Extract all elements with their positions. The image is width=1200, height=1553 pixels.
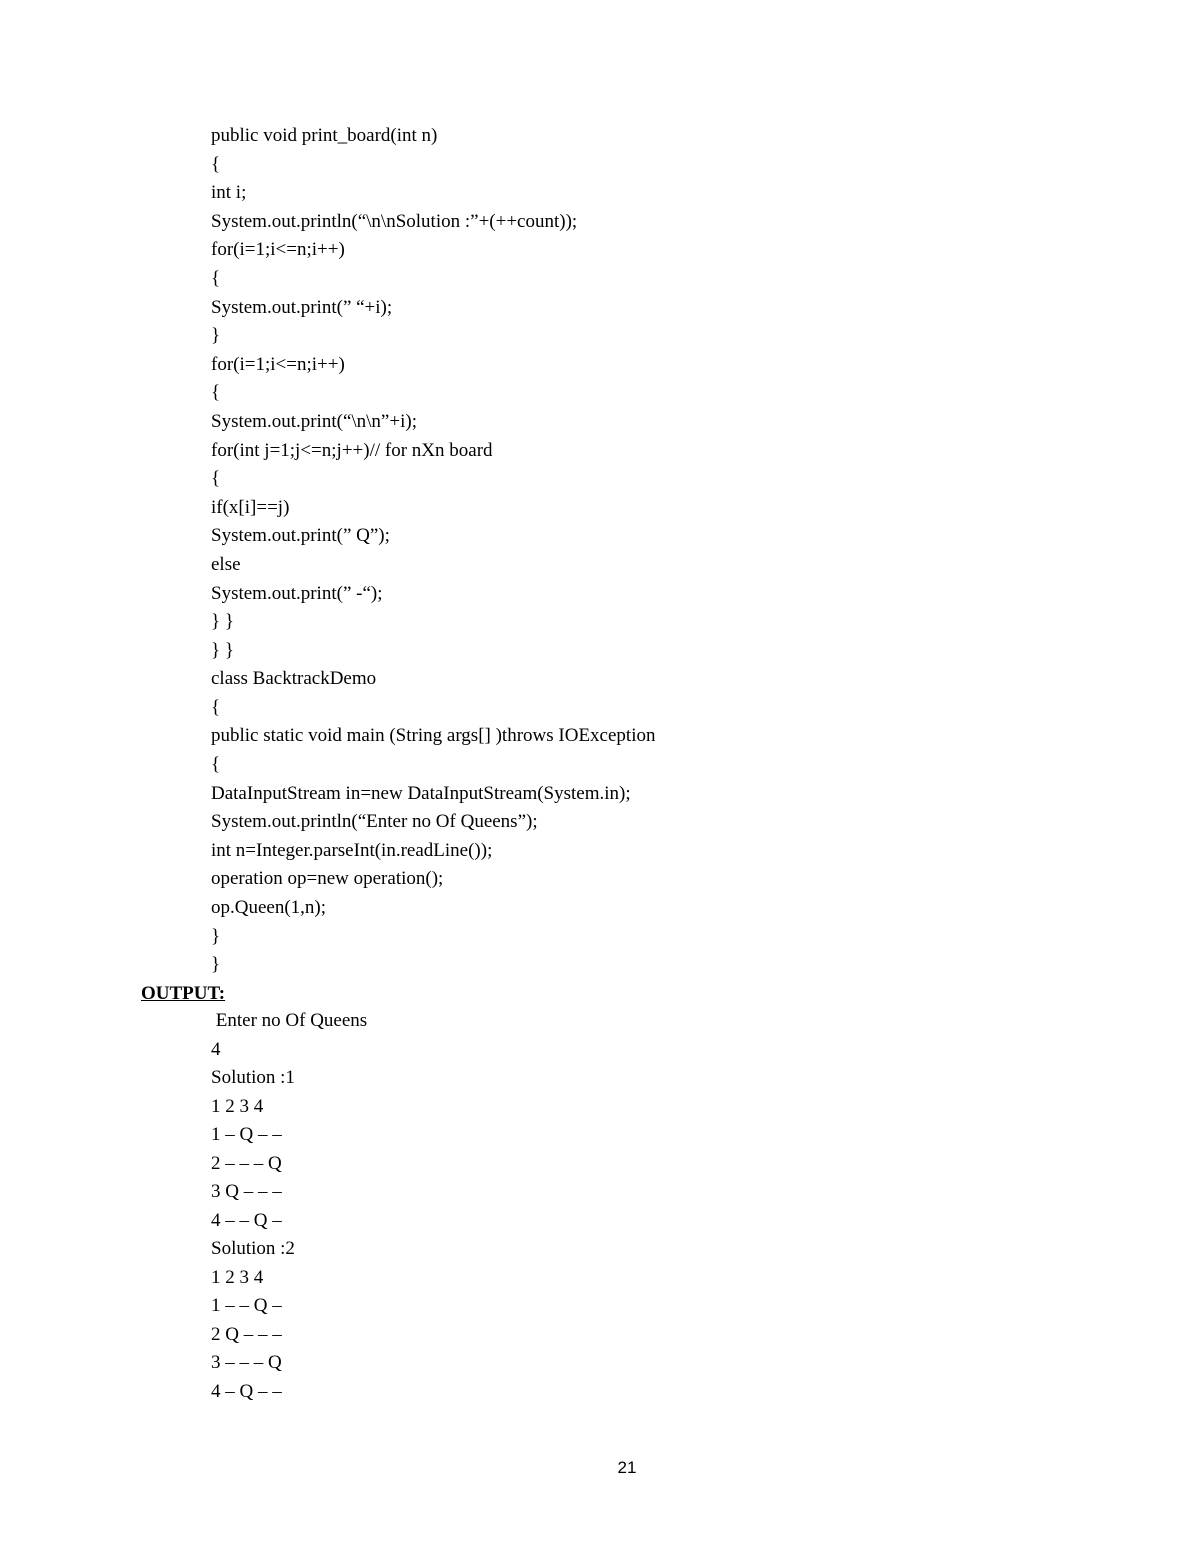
output-line: Solution :2 <box>211 1238 295 1259</box>
program-output <box>211 1007 367 1406</box>
code-line: { <box>211 468 221 490</box>
code-line: for(i=1;i<=n;i++) <box>211 353 345 375</box>
code-line: int i; <box>211 182 247 204</box>
output-line: 1 – Q – – <box>211 1124 282 1145</box>
code-line: } } <box>211 611 234 633</box>
code-line: System.out.print(” “+i); <box>211 296 393 318</box>
output-line: 2 – – – Q <box>211 1152 282 1174</box>
code-line: op.Queen(1,n); <box>211 897 327 919</box>
code-listing <box>211 122 655 980</box>
code-line: public static void main (String args[] )throws IOException <box>211 725 656 747</box>
code-line: for(int j=1;j<=n;j++)// for nXn board <box>211 439 493 461</box>
code-line: { <box>211 696 221 718</box>
code-line: { <box>211 267 221 289</box>
output-line: 4 – – Q – <box>211 1209 282 1231</box>
code-line: } <box>211 925 221 947</box>
code-line: for(i=1;i<=n;i++) <box>211 239 345 261</box>
code-line: } <box>211 325 221 347</box>
output-line: 1 – – Q – <box>211 1295 282 1316</box>
code-line: operation op=new operation(); <box>211 868 444 890</box>
code-line: else <box>211 553 241 575</box>
code-line: System.out.print(“\n\n”+i); <box>211 410 417 432</box>
code-line: System.out.println(“Enter no Of Queens”); <box>211 811 538 833</box>
code-line: class BacktrackDemo <box>211 668 377 690</box>
code-line: System.out.print(” -“); <box>211 582 383 604</box>
code-line: int n=Integer.parseInt(in.readLine()); <box>211 839 493 861</box>
code-line: public void print_board(int n) <box>211 125 438 146</box>
output-line: 1 2 3 4 <box>211 1095 264 1117</box>
code-line: } <box>211 954 221 976</box>
output-line: 3 Q – – – <box>211 1181 282 1202</box>
code-line: } } <box>211 639 234 661</box>
output-line: Solution :1 <box>211 1067 295 1088</box>
page-number: 21 <box>617 1458 637 1477</box>
code-line: System.out.print(” Q”); <box>211 525 390 547</box>
code-line: System.out.println(“\n\nSolution :”+(++count)); <box>211 210 578 232</box>
output-line: Enter no Of Queens <box>211 1010 368 1031</box>
code-line: { <box>211 382 221 404</box>
code-line: { <box>211 754 221 776</box>
output-line: 3 – – – Q <box>211 1352 282 1373</box>
output-heading: OUTPUT: <box>141 983 226 1004</box>
output-line: 1 2 3 4 <box>211 1266 264 1288</box>
code-line: if(x[i]==j) <box>211 496 290 518</box>
code-line: DataInputStream in=new DataInputStream(System.in); <box>211 782 631 804</box>
code-line: { <box>211 153 221 175</box>
output-line: 4 – Q – – <box>211 1380 282 1402</box>
output-line: 2 Q – – – <box>211 1323 282 1345</box>
output-line: 4 <box>211 1038 221 1060</box>
